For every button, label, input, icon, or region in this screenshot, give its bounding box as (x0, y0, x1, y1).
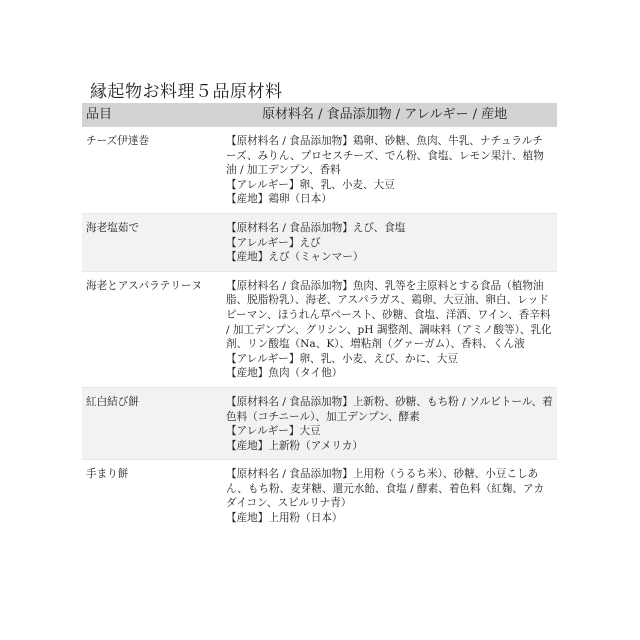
origin-line: 【産地】魚肉（タイ他） (226, 367, 343, 380)
allergy-line: 【アレルギー】卵、乳、小麦、えび、かに、大豆 (226, 352, 458, 365)
row-materials (218, 127, 557, 213)
row-materials (218, 213, 557, 271)
origin-line: 【産地】上新粉（アメリカ） (226, 439, 363, 452)
table-row (82, 387, 557, 459)
row-item-name: 紅白結び餅 (82, 387, 218, 459)
row-materials (218, 387, 557, 459)
materials-line: 【原材料名 / 食品添加物】えび、食塩 (226, 221, 406, 234)
origin-line: 【産地】鶏卵（日本） (226, 193, 332, 206)
row-item-name: 海老塩茹で (82, 213, 218, 271)
row-item-name: チーズ伊達巻 (82, 127, 218, 213)
table-row (82, 213, 557, 271)
row-item-name: 海老とアスパラテリーヌ (82, 271, 218, 387)
row-materials (218, 460, 557, 532)
row-item-name: 手まり餅 (86, 468, 129, 481)
allergy-line: 【アレルギー】卵、乳、小麦、大豆 (226, 178, 395, 191)
table-row (82, 460, 557, 532)
row-materials (218, 271, 557, 387)
allergy-line: 【アレルギー】大豆 (226, 425, 321, 438)
materials-line: 【原材料名 / 食品添加物】魚肉、乳等を主原料とする食品（植物油脂、脱脂粉乳）、海老、アスパラガス、鶏卵、大豆油、卵白、レッドピーマン、ほうれん草ペースト、砂糖、食塩、洋酒、ワイン、香辛料 / 加工デンプン、グリシン、pH 調整剤、調味料（アミノ酸等）、乳化剤、リン酸塩（Na、K）、増粘剤（グァーガム）、香料、くん液 (226, 279, 552, 351)
ingredients-table (82, 103, 557, 532)
table-row (82, 271, 557, 387)
origin-line: 【産地】上用粉（日本） (226, 512, 343, 525)
allergy-line: 【アレルギー】えび (226, 236, 321, 249)
table-header-row (82, 103, 557, 127)
header-item: 品目 (82, 103, 218, 127)
materials-line: 【原材料名 / 食品添加物】上新粉、砂糖、もち粉 / ソルビトール、着色料（コチニール）、加工デンプン、酵素 (226, 395, 553, 423)
origin-line: 【産地】えび（ミャンマー） (226, 251, 364, 264)
materials-line: 【原材料名 / 食品添加物】上用粉（うるち米）、砂糖、小豆こしあん、もち粉、麦芽糖、還元水飴、食塩 / 酵素、着色料（紅麹、アカダイコン、スピルリナ青） (226, 468, 545, 510)
materials-line: 【原材料名 / 食品添加物】鶏卵、砂糖、魚肉、牛乳、ナチュラルチーズ、みりん、プロセスチーズ、でん粉、食塩、レモン果汁、植物油 / 加工デンプン、香料 (226, 135, 544, 177)
table-row (82, 127, 557, 213)
header-materials: 原材料名 / 食品添加物 / アレルギー / 産地 (218, 103, 557, 127)
page-title: 縁起物お料理５品原材料 (90, 82, 283, 102)
